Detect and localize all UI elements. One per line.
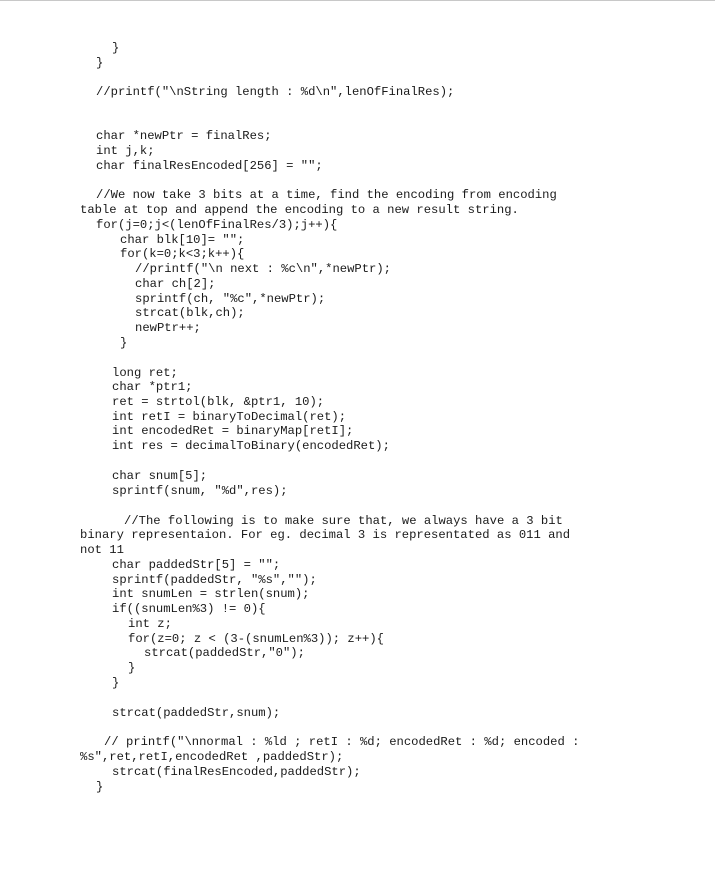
code-line: sprintf(ch, "%c",*newPtr); [135, 292, 326, 306]
code-line: int snumLen = strlen(snum); [112, 587, 310, 601]
code-line: if((snumLen%3) != 0){ [112, 602, 266, 616]
code-line: char *ptr1; [112, 380, 193, 394]
code-line: sprintf(snum, "%d",res); [112, 484, 288, 498]
code-line: int z; [128, 617, 172, 631]
code-line: char paddedStr[5] = ""; [112, 558, 281, 572]
code-line: char *newPtr = finalRes; [96, 129, 272, 143]
code-line: //We now take 3 bits at a time, find the encoding from encoding [96, 188, 557, 202]
code-line: long ret; [112, 366, 178, 380]
code-line: strcat(paddedStr,snum); [112, 706, 281, 720]
code-line: char ch[2]; [135, 277, 216, 291]
code-line: //printf("\n next : %c\n",*newPtr); [135, 262, 391, 276]
code-line: newPtr++; [135, 321, 201, 335]
code-line: //printf("\nString length : %d\n",lenOfFinalRes); [96, 85, 455, 99]
code-line: } [120, 336, 128, 350]
code-line: char blk[10]= ""; [120, 233, 245, 247]
code-line: strcat(finalResEncoded,paddedStr); [112, 765, 361, 779]
code-line: strcat(paddedStr,"0"); [144, 646, 305, 660]
code-line: strcat(blk,ch); [135, 306, 245, 320]
code-line: for(j=0;j<(lenOfFinalRes/3);j++){ [96, 218, 338, 232]
code-line: } [112, 676, 120, 690]
code-line: char finalResEncoded[256] = ""; [96, 159, 323, 173]
code-line: } [96, 780, 104, 794]
code-line: not 11 [80, 543, 124, 557]
code-line: } [128, 661, 136, 675]
code-line: int res = decimalToBinary(encodedRet); [112, 439, 390, 453]
code-line: binary representaion. For eg. decimal 3 is representated as 011 and [80, 528, 571, 542]
code-line: for(z=0; z < (3-(snumLen%3)); z++){ [128, 632, 384, 646]
code-line: int j,k; [96, 144, 155, 158]
code-line: //The following is to make sure that, we always have a 3 bit [124, 514, 563, 528]
code-line: %s",ret,retI,encodedRet ,paddedStr); [80, 750, 344, 764]
code-line: } [112, 41, 120, 55]
code-line: ret = strtol(blk, &ptr1, 10); [112, 395, 325, 409]
code-line: int encodedRet = binaryMap[retI]; [112, 424, 354, 438]
code-line: char snum[5]; [112, 469, 208, 483]
code-line: int retI = binaryToDecimal(ret); [112, 410, 347, 424]
code-line: } [96, 56, 104, 70]
code-line: // printf("\nnormal : %ld ; retI : %d; encodedRet : %d; encoded : [104, 735, 580, 749]
code-line: table at top and append the encoding to a new result string. [80, 203, 519, 217]
code-line: for(k=0;k<3;k++){ [120, 247, 245, 261]
code-line: sprintf(paddedStr, "%s",""); [112, 573, 317, 587]
